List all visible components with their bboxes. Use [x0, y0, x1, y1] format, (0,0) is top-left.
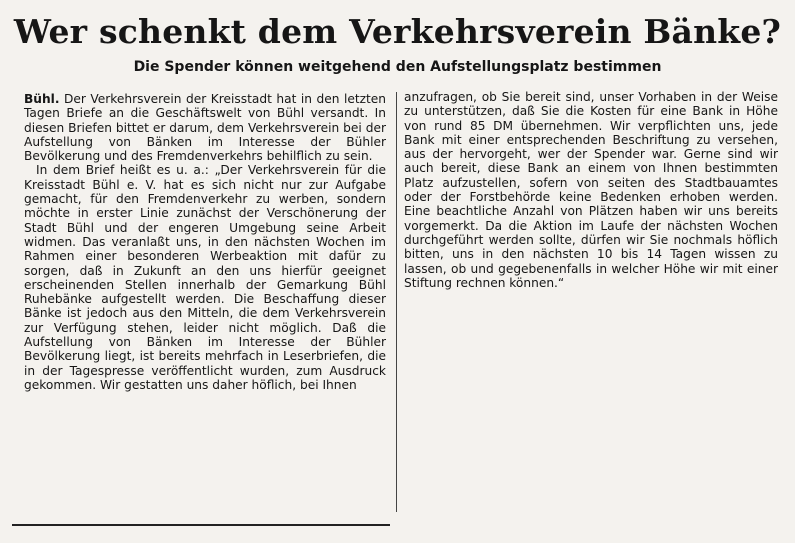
subheadline: Die Spender können weitgehend den Aufstellungsplatz bestimmen: [133, 59, 662, 75]
paragraph-intro: [24, 92, 386, 163]
paragraph-intro-text: Der Verkehrsverein der Kreisstadt hat in den letzten Tagen Briefe an die Geschäftswelt von Bühl versandt. In diesen Briefen bittet er darum, dem Verkehrsverein bei der Aufstellung von Bänken im Interesse der Bühler Bevölkerung und des Fremdenverkehrs behilflich zu sein.: [24, 92, 387, 164]
paragraph-letter-quote: In dem Brief heißt es u. a.: „Der Verkehrsverein für die Kreisstadt Bühl e. V. hat es sich nicht nur zur Aufgabe gemacht, für den Fremdenverkehr zu werben, sondern möchte in erster Linie zunächst der Verschönerung der Stadt Bühl und der engeren Umgebung seine Arbeit widmen. Das veranlaßt uns, in den nächsten Wochen im Rahmen einer besonderen Werbeaktion mit dafür zu sorgen, daß in Zukunft an den uns hierfür geeignet erscheinenden Stellen innerhalb der Gemarkung Bühl Ruhebänke aufgestellt werden. Die Beschaffung dieser Bänke ist jedoch aus den Mitteln, die dem Verkehrsverein zur Verfügung stehen, leider nicht möglich. Daß die Aufstellung von Bänken im Interesse der Bühler Bevölkerung liegt, ist bereits mehrfach in Leserbriefen, die in der Tagespresse veröffentlicht wurden, zum Ausdruck gekommen. Wir gestatten uns daher höflich, bei Ihnen: [24, 163, 386, 392]
bottom-rule: [12, 524, 390, 526]
article-column-right: [404, 90, 778, 290]
column-divider: [396, 92, 397, 512]
paragraph-letter-continued: anzufragen, ob Sie bereit sind, unser Vorhaben in der Weise zu unterstützen, daß Sie die Kosten für eine Bank in Höhe von rund 85 DM übernehmen. Wir verpflichten uns, jede Bank mit einer entsprechenden Beschriftung zu versehen, aus der hervorgeht, wer der Spender war. Gerne sind wir auch bereit, diese Bank an einem von Ihnen bestimmten Platz aufzustellen, sofern von seiten des Stadtbauamtes oder der Forstbehörde keine Bedenken erhoben werden. Eine beachtliche Anzahl von Plätzen haben wir uns bereits vorgemerkt. Da die Aktion im Laufe der nächsten Wochen durchgeführt werden sollte, dürfen wir Sie nochmals höflich bitten, uns in den nächsten 10 bis 14 Tagen wissen zu lassen, ob und gegebenenfalls in welcher Höhe wir mit einer Stiftung rechnen können.“: [404, 90, 778, 290]
article-column-left: [24, 92, 386, 392]
dateline: Bühl.: [24, 92, 60, 106]
headline: Wer schenkt dem Verkehrsverein Bänke?: [13, 12, 782, 51]
